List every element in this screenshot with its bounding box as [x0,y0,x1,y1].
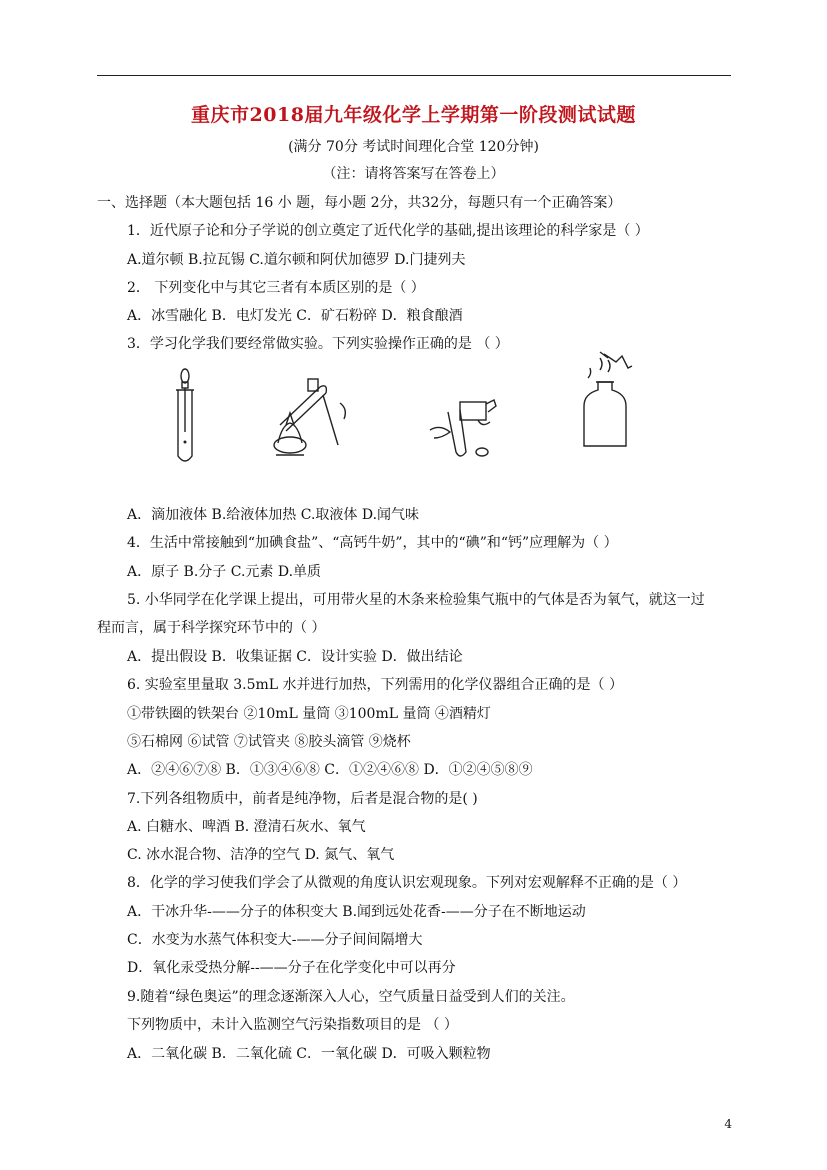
question-1-options: A.道尔顿 B.拉瓦锡 C.道尔顿和阿伏加德罗 D.门捷列夫 [127,252,466,268]
header-rule [97,75,731,76]
question-6-options: A．②④⑥⑦⑧ B．①③④⑥⑧ C．①②④⑥⑧ D．①②④⑤⑧⑨ [127,762,533,778]
question-7: 7.下列各组物质中，前者是纯净物，后者是混合物的是( ) [127,791,478,807]
question-8-options-d: D．氧化汞受热分解--——分子在化学变化中可以再分 [127,960,456,976]
dropper-test-tube-icon [160,360,210,470]
exam-info: (满分 70分 考试时间理化合堂 120分钟) [288,139,539,155]
question-5-cont: 程而言，属于科学探究环节中的（ ） [97,620,326,636]
question-5-options: A．提出假设 B．收集证据 C．设计实验 D．做出结论 [127,649,463,665]
question-2-options: A．冰雪融化 B．电灯发光 C．矿石粉碎 D．粮食酿酒 [127,308,463,324]
question-6-items-a: ①带铁圈的铁架台 ②10mL 量筒 ③100mL 量筒 ④酒精灯 [127,706,491,722]
question-3: 3．学习化学我们要经常做实验。下列实验操作正确的是 （ ） [127,336,509,352]
question-8-options-c: C．水变为水蒸气体积变大-——分子间间隔增大 [127,932,423,948]
pouring-liquid-icon [420,390,505,465]
question-8-options-a: A．干冰升华-——分子的体积变大 B.闻到远处花香-——分子在不断地运动 [127,904,586,920]
answer-note: （注：请将答案写在答卷上） [322,166,505,182]
question-4: 4．生活中常接触到“加碘食盐”、“高钙牛奶”，其中的“碘”和“钙”应理解为（ ） [127,535,618,551]
page-number: 4 [724,1117,732,1131]
question-4-options: A．原子 B.分子 C.元素 D.单质 [127,564,322,580]
question-9: 9.随着“绿色奥运”的理念逐渐深入人心，空气质量日益受到人们的关注。 [127,989,575,1005]
section-heading: 一、选择题（本大题包括 16 小 题，每小题 2分，共32分，每题只有一个正确答案） [97,195,622,211]
question-5: 5. 小华同学在化学课上提出，可用带火星的木条来检验集气瓶中的气体是否为氧气，就这一过 [127,592,705,608]
question-8: 8．化学的学习使我们学会了从微观的角度认识宏观现象。下列对宏观解释不正确的是（ ） [127,875,687,891]
question-6-items-b: ⑤石棉网 ⑥试管 ⑦试管夹 ⑧胶头滴管 ⑨烧杯 [127,734,411,750]
question-1: 1．近代原子论和分子学说的创立奠定了近代化学的基础,提出该理论的科学家是（ ） [127,223,649,239]
question-9-cont: 下列物质中，未计入监测空气污染指数项目的是 （ ） [127,1017,458,1033]
question-7-options-b: C. 冰水混合物、洁净的空气 D. 氮气、氧气 [127,847,395,863]
question-2: 2． 下列变化中与其它三者有本质区别的是（ ） [127,280,425,296]
question-3-options: A．滴加液体 B.给液体加热 C.取液体 D.闻气味 [127,507,420,523]
question-6: 6. 实验室里量取 3.5mL 水并进行加热，下列需用的化学仪器组合正确的是（ ） [127,677,623,693]
question-9-options: A．二氧化碳 B．二氧化硫 C．一氧化碳 D．可吸入颗粒物 [127,1046,491,1062]
smelling-gas-icon [570,348,640,458]
question-7-options-a: A. 白糖水、啤酒 B. 澄清石灰水、氧气 [127,819,366,835]
page-title: 重庆市2018届九年级化学上学期第一阶段测试试题 [191,104,636,126]
heating-liquid-icon [268,365,358,465]
